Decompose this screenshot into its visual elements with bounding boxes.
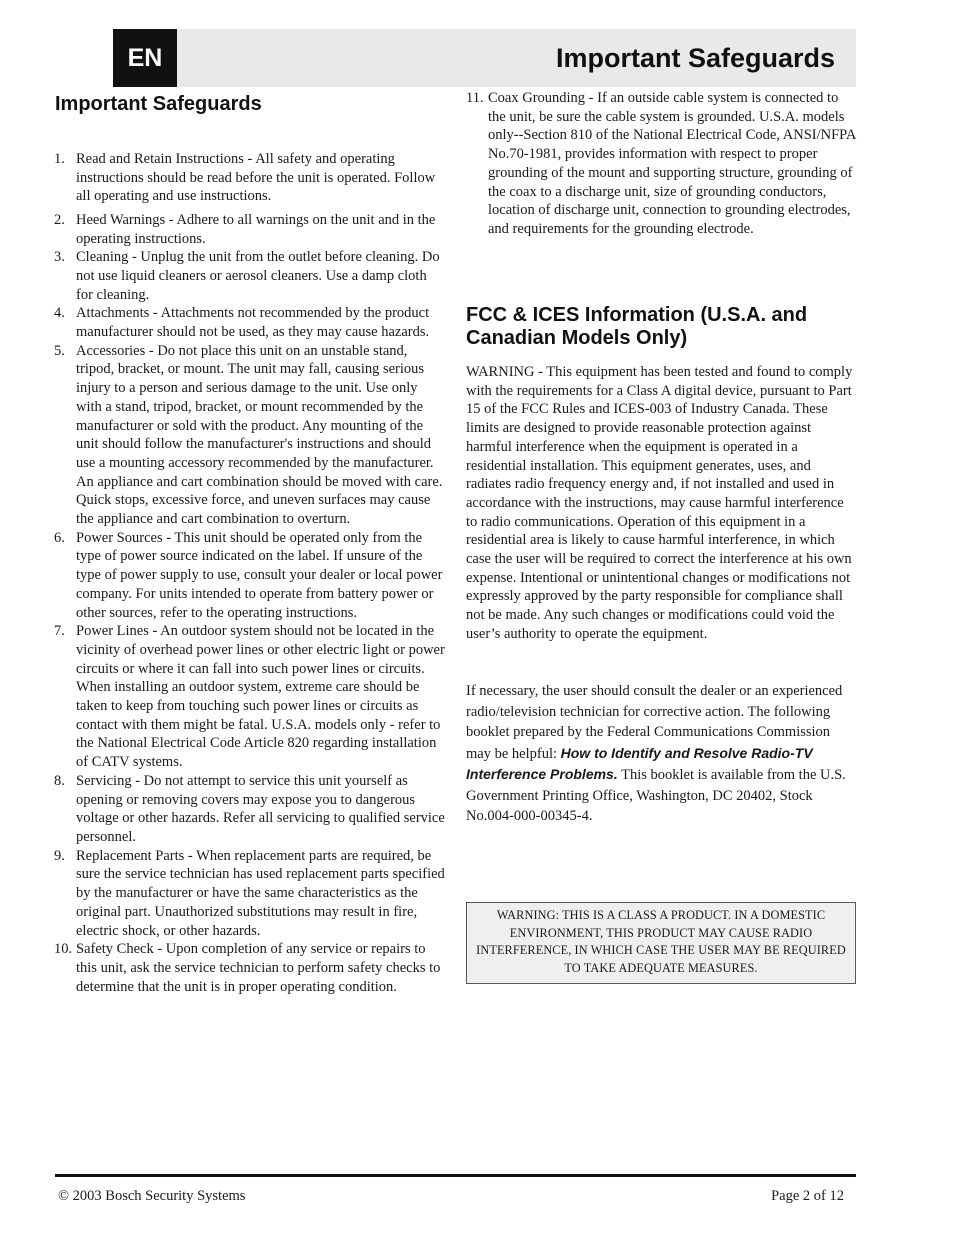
booklet-title: How to Identify and Resolve Radio-TV Interference Problems. <box>466 744 813 782</box>
list-item <box>54 622 446 772</box>
footer-copyright: © 2003 Bosch Security Systems <box>58 1188 246 1204</box>
list-item-text: Servicing - Do not attempt to service this unit yourself as opening or removing covers may expose you to dangerous voltage or other hazards. Refer all servicing to qualified service personnel. <box>76 772 445 845</box>
list-item-number: 3. <box>54 249 65 266</box>
list-item-number: 7. <box>54 623 65 640</box>
class-a-warning-text: WARNING: THIS IS A CLASS A PRODUCT. IN A DOMESTIC ENVIRONMENT, THIS PRODUCT MAY CAUSE RADIO INTERFERENCE, IN WHICH CASE THE USER MAY BE REQUIRED TO TAKE ADEQUATE MEASURES. <box>476 908 846 975</box>
list-item <box>54 342 446 529</box>
list-item <box>54 772 446 847</box>
list-item-text: Cleaning - Unplug the unit from the outlet before cleaning. Do not use liquid cleaners or aerosol cleaners. Use a damp cloth for cleaning. <box>76 249 440 303</box>
list-item-text: Replacement Parts - When replacement parts are required, be sure the service technician has used replacement parts specified by the manufacturer or have the same characteristics as the original part. Unauthorized substitutions may result in fire, electric shock, or other hazards. <box>76 847 445 939</box>
list-item-number: 5. <box>54 342 65 359</box>
list-item <box>54 304 446 341</box>
list-item-text: Power Sources - This unit should be operated only from the type of power source indicated on the label. If unsure of the type of power supply to use, consult your dealer or local power company. For units intended to operate from battery power or other sources, refer to the operating instructions. <box>76 529 443 621</box>
list-item <box>54 529 446 623</box>
list-item-text: Attachments - Attachments not recommended by the product manufacturer should not be used, as they may cause hazards. <box>76 305 430 341</box>
list-item <box>54 248 446 304</box>
list-item <box>54 847 446 941</box>
list-item-number: 4. <box>54 305 65 322</box>
list-item-number: 2. <box>54 211 65 228</box>
list-item-text: Coax Grounding - If an outside cable system is connected to the unit, be sure the cable system is grounded. U.S.A. models only--Section 810 of the National Electrical Code, ANSI/NFPA No.70-1981, provides information with respect to proper grounding of the mount and supporting structure, grounding of the coax to a discharge unit, size of grounding conductors, location of discharge unit, connection to grounding electrodes, and requirements for the grounding electrode. <box>488 90 856 237</box>
list-item-body <box>76 342 446 529</box>
fcc-consult-outro: This booklet is available from the U.S. Government Printing Office, Washington, DC 20402, Stock No.004-000-00345-4. <box>466 767 846 824</box>
list-item-text: Read and Retain Instructions - All safety and operating instructions should be read before the unit is operated. Follow all operating and use instructions. <box>76 151 436 205</box>
list-item-text: Safety Check - Upon completion of any service or repairs to this unit, ask the service technician to perform safety checks to determine that the unit is in proper operating condition. <box>76 941 441 995</box>
list-item-number: 8. <box>54 772 65 789</box>
list-item-number: 10. <box>54 941 73 958</box>
list-item-number: 11. <box>466 90 484 106</box>
list-item <box>54 211 446 248</box>
section-heading-fcc: FCC & ICES Information (U.S.A. and Canadian Models Only) <box>466 304 808 349</box>
list-item <box>54 150 446 206</box>
fcc-consult-paragraph <box>466 681 858 827</box>
list-item <box>466 89 858 239</box>
list-item <box>54 940 446 996</box>
footer-page-number: Page 2 of 12 <box>771 1188 844 1204</box>
page-title: Important Safeguards <box>555 43 835 73</box>
list-item-text-continued: An appliance and cart combination should be moved with care. Quick stops, excessive force, and uneven surfaces may cause the appliance and cart combination to overturn. <box>76 473 443 528</box>
list-item-text: Heed Warnings - Adhere to all warnings on the unit and in the operating instructions. <box>76 211 436 247</box>
class-a-warning-box <box>466 902 856 984</box>
footer-divider <box>55 1174 856 1177</box>
list-item-number: 9. <box>54 847 65 864</box>
safeguards-list <box>54 150 446 996</box>
list-item-number: 6. <box>54 529 65 546</box>
section-heading-safeguards: Important Safeguards <box>55 93 262 115</box>
fcc-warning-paragraph: WARNING - This equipment has been tested and found to comply with the requirements for a Class A digital device, pursuant to Part 15 of the FCC Rules and ICES-003 of Industry Canada. These limits are designed to provide reasonable protection against harmful interference when the equipment is operated in a residential installation. This equipment generates, uses, and radiates radio frequency energy and, if not installed and used in accordance with the instructions, may cause harmful interference to radio communications. Operation of this equipment in a residential area is likely to cause harmful interference, in which case the user will be required to correct the interference at his own expense. Intentional or unintentional changes or modifications not expressly approved by the party responsible for compliance shall not be made. Any such changes or modifications could void the user’s authority to operate the equipment. <box>466 364 853 642</box>
list-item-text: Accessories - Do not place this unit on an unstable stand, tripod, bracket, or mount. The unit may fall, causing serious injury to a person and serious damage to the unit. Use only with a stand, tripod, bracket, or mount recommended by the manufacturer or sold with the product. Any mounting of the unit should follow the manufacturer's instructions and should use a mounting accessory recommended by the manufacturer. <box>76 342 434 471</box>
list-item-number: 1. <box>54 151 65 167</box>
language-badge: EN <box>113 29 177 87</box>
fcc-consult-intro: If necessary, the user should consult the dealer or an experienced radio/television technician for corrective action. The following booklet prepared by the Federal Communications Commission may be helpful: <box>466 683 843 762</box>
list-item-text: Power Lines - An outdoor system should not be located in the vicinity of overhead power lines or other electric light or power circuits or where it can fall into such power lines or circuits. When installing an outdoor system, extreme care should be taken to keep from touching such power lines or circuits as contact with them might be fatal. U.S.A. models only - refer to the National Electrical Code Article 820 regarding installation of CATV systems. <box>76 623 445 771</box>
safeguards-list-continued <box>466 89 858 239</box>
